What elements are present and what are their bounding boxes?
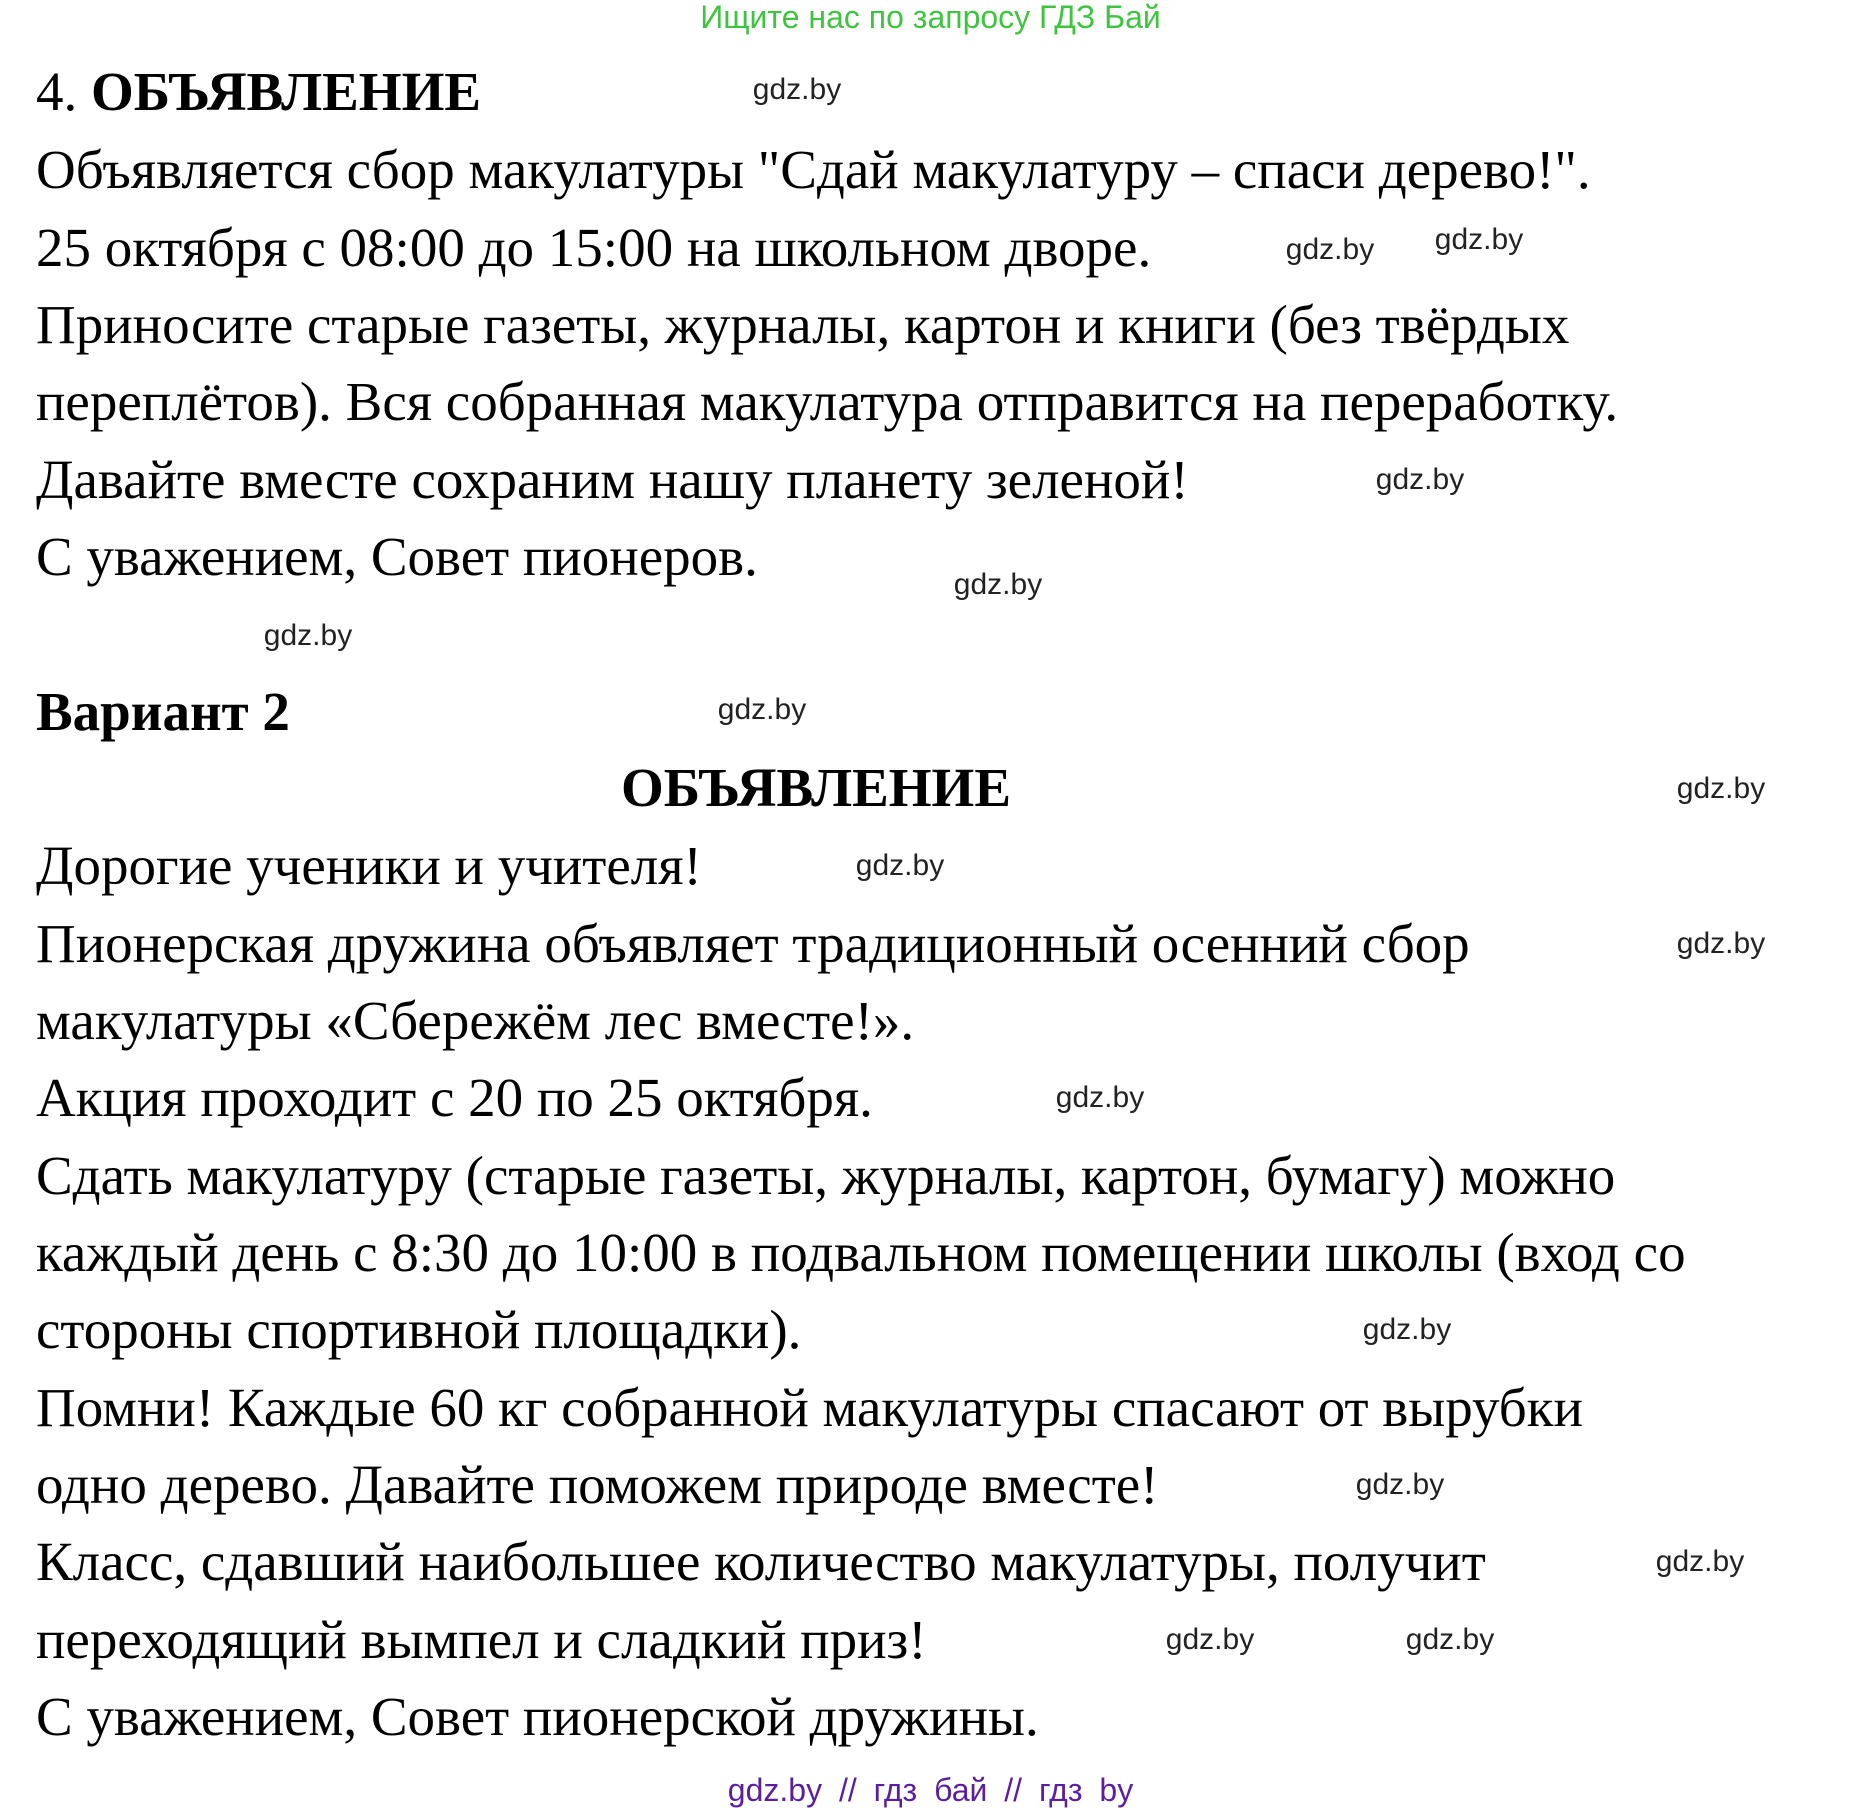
watermark: gdz.by	[263, 619, 353, 652]
variant-line: Сдать макулатуру (старые газеты, журналы, картон, бумагу) можно	[36, 1145, 1616, 1206]
watermark: gdz.by	[1405, 1623, 1495, 1656]
task4-line: Приносите старые газеты, журналы, картон и книги (без твёрдых	[36, 294, 1570, 355]
heading-text: ОБЪЯВЛЕНИЕ	[91, 61, 482, 122]
task4-line: Объявляется сбор макулатуры "Сдай макулатуру – спаси дерево!".	[36, 139, 1591, 200]
watermark: gdz.by	[1676, 927, 1766, 960]
watermark: gdz.by	[1362, 1313, 1452, 1346]
watermark: gdz.by	[1434, 223, 1524, 256]
variant-line: переходящий вымпел и сладкий приз!	[36, 1609, 927, 1670]
watermark: gdz.by	[1676, 772, 1766, 805]
variant-line: макулатуры «Сбережём лес вместе!».	[36, 990, 915, 1051]
watermark: gdz.by	[855, 849, 945, 882]
variant-heading: ОБЪЯВЛЕНИЕ	[620, 757, 1012, 818]
variant-line: Дорогие ученики и учителя!	[36, 835, 702, 896]
variant-line: С уважением, Совет пионерской дружины.	[36, 1686, 1039, 1747]
variant-line: Пионерская дружина объявляет традиционный осенний сбор	[36, 913, 1470, 974]
variant-line: Класс, сдавший наибольшее количество макулатуры, получит	[36, 1531, 1486, 1592]
watermark: gdz.by	[1285, 233, 1375, 266]
variant-line: Помни! Каждые 60 кг собранной макулатуры спасают от вырубки	[36, 1377, 1583, 1438]
task4-line: Давайте вместе сохраним нашу планету зеленой!	[36, 449, 1189, 510]
watermark: gdz.by	[1355, 1468, 1445, 1501]
footer-links: gdz.by // гдз бай // гдз by	[727, 1772, 1134, 1808]
watermark: gdz.by	[1055, 1081, 1145, 1114]
variant-line: каждый день с 8:30 до 10:00 в подвальном помещении школы (вход со	[36, 1222, 1686, 1283]
task4-line: С уважением, Совет пионеров.	[36, 526, 758, 587]
watermark: gdz.by	[717, 693, 807, 726]
variant-line: Акция проходит с 20 по 25 октября.	[36, 1067, 873, 1128]
task4-heading	[36, 55, 481, 129]
variant-line: одно дерево. Давайте поможем природе вместе!	[36, 1454, 1159, 1515]
task4-line: переплётов). Вся собранная макулатура отправится на переработку.	[36, 371, 1619, 432]
watermark: gdz.by	[1655, 1545, 1745, 1578]
variant-line: стороны спортивной площадки).	[36, 1299, 802, 1360]
watermark: gdz.by	[752, 73, 842, 106]
task-number: 4.	[36, 61, 91, 122]
task4-line: 25 октября с 08:00 до 15:00 на школьном дворе.	[36, 217, 1152, 278]
variant-title: Вариант 2	[36, 681, 290, 742]
promo-banner: Ищите нас по запросу ГДЗ Бай	[700, 0, 1161, 35]
watermark: gdz.by	[1165, 1623, 1255, 1656]
watermark: gdz.by	[1375, 463, 1465, 496]
watermark: gdz.by	[953, 568, 1043, 601]
